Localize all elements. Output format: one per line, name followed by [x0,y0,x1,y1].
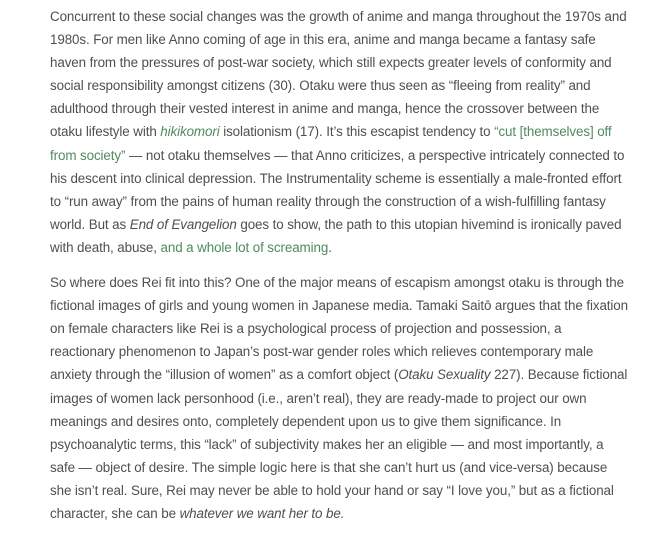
paragraph-1-text-1: Concurrent to these social changes was the growth of anime and manga throughout the 1970s and 1980s. For men like Anno coming of age in this era, anime and manga became a fantasy safe haven from the pressures of post-war society, which still expects greater levels of conformity and social responsibility amongst citizens (30). Otaku were thus seen as “fleeing from reality” and adulthood through their vested interest in anime and manga, hence the crossover between the otaku lifestyle with [50,9,627,140]
paragraph-2-text-2: 227). Because fictional images of women lack personhood (i.e., aren’t real), they are ready-made to project our own meanings and desires onto, completely dependent upon us to give them significance. In psychoanalytic terms, this “lack” of subjectivity makes her an eligible — and most importantly, a safe — object of desire. The simple logic here is that she can’t hurt us (and vice-versa) because she isn’t real. Sure, Rei may never be able to hold your hand or say “I love you,” but as a fictional character, she can be [50,367,628,521]
paragraph-1-text-3: — not otaku themselves — that Anno criticizes, a perspective intricately connected to his descent into clinical depression. The Instrumentality scheme is essentially a male-fronted effort to “run away” from the pains of human reality through the construction of a wish-fulfilling fantasy world. But as [50,147,625,232]
whatever-we-want-emphasis: whatever we want her to be. [179,505,345,521]
paragraph-2-text-1: So where does Rei fit into this? One of the major means of escapism amongst otaku is through the fictional images of girls and young women in Japanese media. Tamaki Saitō argues that the fixation on female characters like Rei is a psychological process of projection and possession, a reactionary phenomenon to Japan’s post-war gender roles which relieves contemporary male anxiety through the “illusion of women” as a comfort object ( [50,275,628,383]
screaming-link[interactable]: and a whole lot of screaming [160,239,329,255]
end-of-evangelion-title: End of Evangelion [129,216,237,232]
cut-off-from-society-link[interactable]: “cut [themselves] off from society” [50,124,612,163]
paragraph-rei-fiction [50,271,630,525]
paragraph-1-text-5: . [328,239,332,255]
otaku-sexuality-title: Otaku Sexuality [398,367,491,383]
hikikomori-link[interactable]: hikikomori [160,124,220,140]
paragraph-anime-escapism [50,5,630,259]
article-body [50,5,630,537]
paragraph-1-text-2: isolationism (17). It’s this escapist tendency to [219,124,495,140]
paragraph-1-text-4: goes to show, the path to this utopian hivemind is ironically paved with death, abuse, [50,216,622,255]
